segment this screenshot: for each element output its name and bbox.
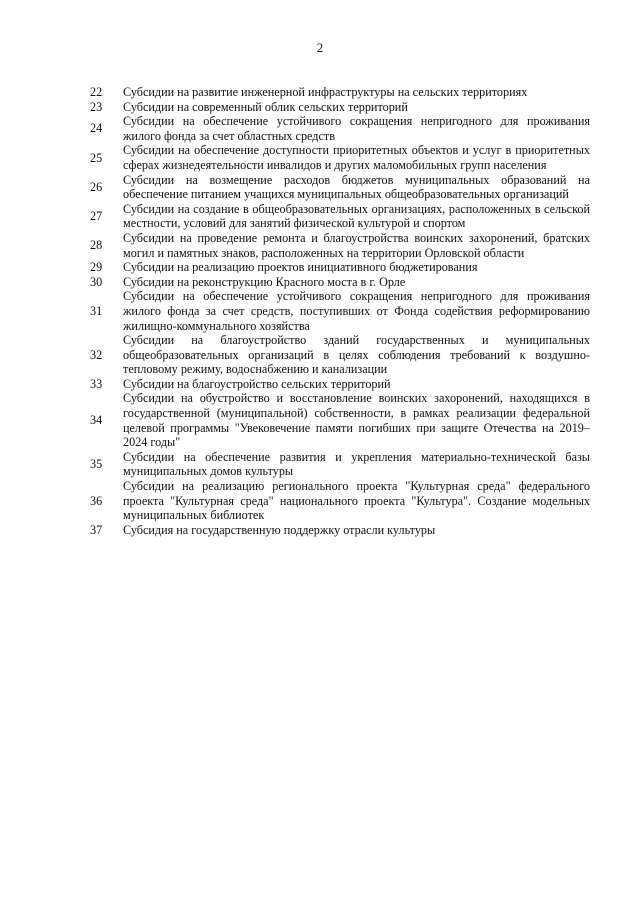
item-number: 35	[90, 457, 103, 472]
item-number: 28	[90, 238, 103, 253]
list-item	[90, 391, 590, 449]
item-number: 23	[90, 99, 103, 114]
item-text: Субсидии на благоустройство зданий государственных и муниципальных общеобразовательных организаций в целях соблюдения требований к воздушно-тепловому режиму, водоснабжению и канализации	[123, 333, 590, 377]
item-text: Субсидии на возмещение расходов бюджетов муниципальных образований на обеспечение питанием учащихся муниципальных общеобразовательных организаций	[123, 172, 590, 202]
item-text: Субсидии на благоустройство сельских территорий	[123, 376, 391, 391]
item-text: Субсидии на проведение ремонта и благоустройства воинских захоронений, братских могил и памятных знаков, расположенных на территории Орловской области	[123, 230, 590, 260]
item-text: Субсидии на обеспечение доступности приоритетных объектов и услуг в приоритетных сферах жизнедеятельности инвалидов и других маломобильных групп населения	[123, 143, 590, 172]
list-item	[90, 333, 590, 377]
list-item	[90, 202, 590, 231]
item-text: Субсидии на обеспечение устойчивого сокращения непригодного для проживания жилого фонда за счет областных средств	[123, 114, 590, 143]
list-item	[90, 100, 590, 115]
item-text: Субсидии на развитие инженерной инфраструктуры на сельских территориях	[123, 85, 528, 99]
list-item	[90, 260, 590, 275]
item-number: 27	[90, 209, 103, 224]
item-text: Субсидии на обеспечение развития и укрепления материально-технической базы муниципальных домов культуры	[123, 449, 590, 479]
item-text: Субсидии на реализацию проектов инициативного бюджетирования	[123, 260, 478, 275]
item-number: 31	[90, 303, 103, 318]
list-item	[90, 289, 590, 333]
list-item	[90, 523, 590, 538]
item-text: Субсидии на создание в общеобразовательных организациях, расположенных в сельской местности, условий для занятий физической культурой и спортом	[123, 201, 590, 231]
list-item	[90, 114, 590, 143]
list-item	[90, 143, 590, 172]
list-item	[90, 85, 590, 100]
item-number: 29	[90, 260, 103, 275]
item-number: 37	[90, 522, 103, 537]
item-number: 32	[90, 347, 103, 362]
item-text: Субсидии на реконструкцию Красного моста в г. Орле	[123, 274, 406, 289]
item-text: Субсидии на реализацию регионального проекта "Культурная среда" федерального проекта "Культурная среда" национального проекта "Культура". Создание модельных муниципальных библиотек	[123, 479, 590, 523]
item-text: Субсидии на современный облик сельских территорий	[123, 99, 408, 114]
item-number: 34	[90, 413, 103, 428]
list-item	[90, 450, 590, 479]
list-item	[90, 275, 590, 290]
item-number: 33	[90, 376, 103, 391]
list-item	[90, 231, 590, 260]
item-text: Субсидии на обеспечение устойчивого сокращения непригодного для проживания жилого фонда за счет средств, поступивших от Фонда содействия реформированию жилищно-коммунального хозяйства	[123, 289, 590, 333]
item-number: 26	[90, 179, 103, 194]
item-number: 36	[90, 493, 103, 508]
list-item	[90, 377, 590, 392]
item-number: 25	[90, 150, 103, 165]
item-text: Субсидии на обустройство и восстановление воинских захоронений, находящихся в государственной (муниципальной) собственности, в рамках реализации федеральной целевой программы "Увековечение памяти погибших при защите Отечества на 2019–2024 годы"	[123, 391, 590, 450]
item-number: 22	[90, 85, 103, 99]
item-number: 30	[90, 274, 103, 289]
list-item	[90, 173, 590, 202]
item-number: 24	[90, 121, 103, 136]
subsidy-list	[90, 85, 590, 537]
list-item	[90, 479, 590, 523]
page-number: 2	[316, 40, 324, 55]
item-text: Субсидия на государственную поддержку отрасли культуры	[123, 522, 436, 537]
